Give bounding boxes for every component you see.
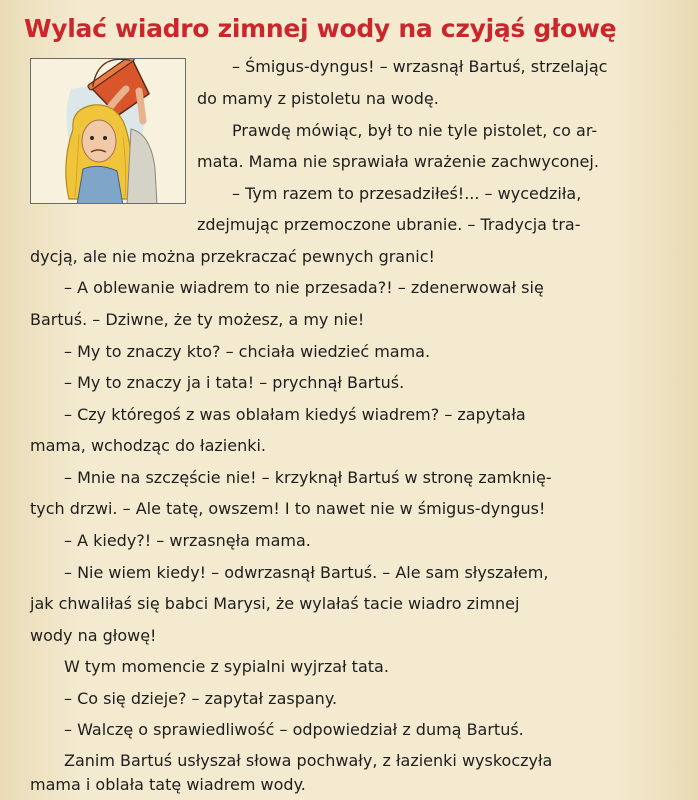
text-line: mama i oblała tatę wiadrem wody. <box>30 775 306 794</box>
text-line: mata. Mama nie sprawiała wrażenie zachwyconej. <box>197 152 599 171</box>
text-line: tych drzwi. – Ale tatę, owszem! I to nawet nie w śmigus-dyngus! <box>30 499 546 518</box>
text-line: – Co się dzieje? – zapytał zaspany. <box>64 689 338 708</box>
text-line: – A oblewanie wiadrem to nie przesada?! – zdenerwował się <box>64 278 544 297</box>
text-line: – Walczę o sprawiedliwość – odpowiedział z dumą Bartuś. <box>64 720 524 739</box>
text-line: – Czy któregoś z was oblałam kiedyś wiadrem? – zapytała <box>64 405 526 424</box>
text-line: Prawdę mówiąc, był to nie tyle pistolet, co ar- <box>232 121 598 140</box>
text-line: – Nie wiem kiedy! – odwrzasnął Bartuś. – Ale sam słyszałem, <box>64 563 549 582</box>
page-title: Wylać wiadro zimnej wody na czyjąś głowę <box>24 14 617 43</box>
text-line: – Mnie na szczęście nie! – krzyknął Bartuś w stronę zamknię- <box>64 468 552 487</box>
text-line: jak chwaliłaś się babci Marysi, że wylałaś tacie wiadro zimnej <box>30 594 520 613</box>
text-line: Bartuś. – Dziwne, że ty możesz, a my nie! <box>30 310 365 329</box>
text-line: zdejmując przemoczone ubranie. – Tradycja tra- <box>197 215 581 234</box>
text-line: – My to znaczy kto? – chciała wiedzieć mama. <box>64 342 431 361</box>
text-line: dycją, ale nie można przekraczać pewnych granic! <box>30 247 435 266</box>
text-line: – A kiedy?! – wrzasnęła mama. <box>64 531 311 550</box>
text-line: W tym momencie z sypialni wyjrzał tata. <box>64 657 389 676</box>
text-line: Zanim Bartuś usłyszał słowa pochwały, z łazienki wyskoczyła <box>64 751 553 770</box>
text-line: mama, wchodząc do łazienki. <box>30 436 267 455</box>
text-line: – My to znaczy ja i tata! – prychnął Bartuś. <box>64 373 405 392</box>
text-line: do mamy z pistoletu na wodę. <box>197 89 439 108</box>
text-line: – Tym razem to przesadziłeś!... – wycedziła, <box>232 184 582 203</box>
text-line: wody na głowę! <box>30 626 157 645</box>
text-line: – Śmigus-dyngus! – wrzasnął Bartuś, strzelając <box>232 57 608 76</box>
